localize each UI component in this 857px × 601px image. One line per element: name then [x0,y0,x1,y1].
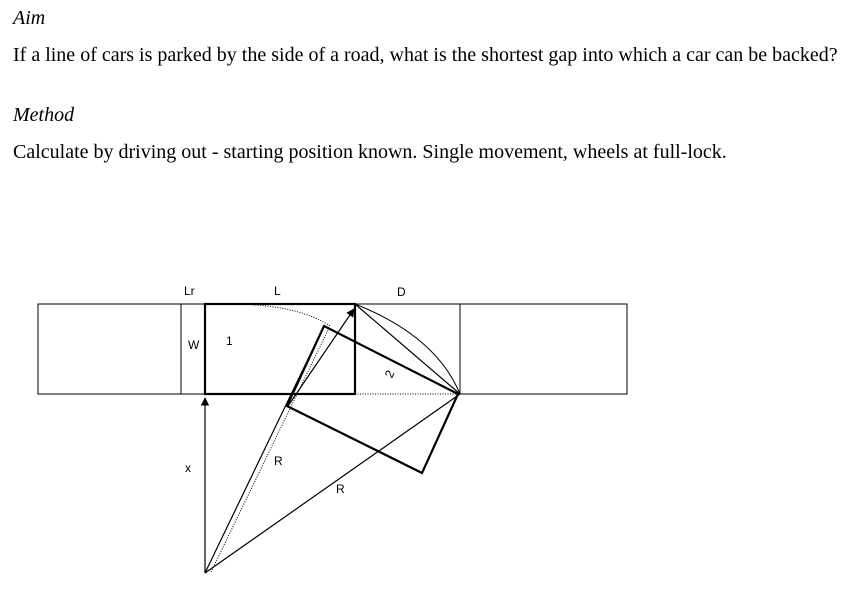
aim-heading: Aim [13,7,46,29]
label-l: L [274,284,281,298]
label-radius-1: R [274,454,283,468]
label-car-2: 2 [381,368,398,381]
car-2-outline [287,326,458,473]
radius-line-dotted [211,328,329,572]
swept-arc-inner-dotted [240,304,330,326]
label-car-1: 1 [226,334,233,348]
car-1-outline [205,304,355,394]
label-w: W [188,338,200,352]
label-d: D [397,285,406,299]
label-x: x [185,461,191,475]
aim-text: If a line of cars is parked by the side of a road, what is the shortest gap into which a car can be backed? [13,44,838,66]
path-arrow [288,309,354,406]
label-lr: Lr [184,284,195,298]
label-radius-2: R [336,482,345,496]
parked-car-front [460,304,627,394]
radius-line-long [205,394,460,573]
method-text: Calculate by driving out - starting position known. Single movement, wheels at full-lock. [13,141,727,163]
parked-car-rear [38,304,205,394]
radius-line-short [205,326,324,573]
method-heading: Method [13,104,75,126]
